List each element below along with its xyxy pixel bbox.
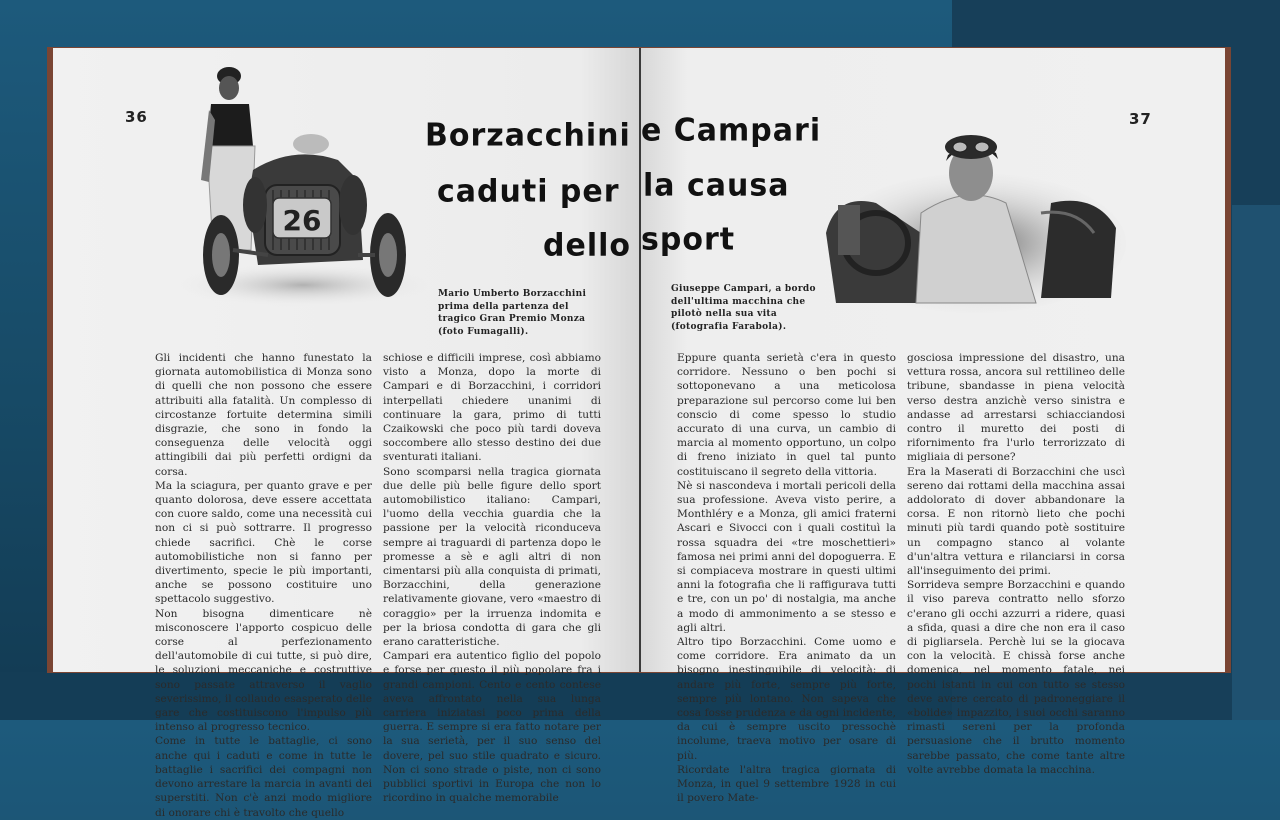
title-line3-right: sport <box>641 221 736 258</box>
car-number: 26 <box>282 204 322 237</box>
text-column-1 <box>155 351 372 819</box>
background-right-lower-panel <box>1232 205 1280 720</box>
text-column-2 <box>383 351 601 805</box>
paragraph: schiose e difficili imprese, così abbiamo visto a Monza, dopo la morte di Campari e di Borzacchini, i corridori interpellati chiedere unanimi di continuare la gara, primo di tutti Czaikowski che poco più tardi doveva soccombere allo stesso destino dei due sventurati italiani. <box>383 352 601 464</box>
paragraph: Non bisogna dimenticare nè misconoscere l'apporto cospicuo delle corse al perfezionamento dell'automobile di cui tutte, si può dire, le soluzioni meccaniche e costruttive sono passate attraverso il vaglio severissimo, il collaudo esasperato delle gare che costituiscono l'impulso più intenso al progresso tecnico. <box>155 607 372 734</box>
paragraph: Altro tipo Borzacchini. Come uomo e come corridore. Era animato da un bisogno inestinguibile di velocità: di andare più forte, sempre più forte, sempre più lontano. Non sapeva che cosa fosse prudenza e da ogni incidente, da cui è sempre uscito pressochè incolume, traeva motivo per osare di più. <box>677 636 896 762</box>
text-column-4 <box>907 351 1125 776</box>
title-line3-left: dello <box>543 227 631 264</box>
right-page <box>641 48 1225 805</box>
title-line2-left: caduti per <box>437 173 620 210</box>
paragraph: Campari era autentico figlio del popolo e forse per questo il più popolare fra i grandi campioni. Cento e cento contese aveva affrontato nella sua lunga carriera iniziatasi poco prima della guerra. E sempre si era fatto notare per la sua serietà, per il suo senso del dovere, pel suo stile quadrato e sicuro. Non ci sono strade o piste, non ci sono pubblici sportivi in Europa che non lo ricordino in qualche memorabile <box>383 650 601 805</box>
page-number-right: 37 <box>1129 110 1152 128</box>
borzacchini-race-car-photo <box>163 60 423 310</box>
paragraph: Sorrideva sempre Borzacchini e quando il viso pareva contratto nello sforzo c'erano gli occhi azzurri a ridere, quasi a sfida, quasi a dire che non era il caso di pigliarsela. Perchè lui se la giocava con la velocità. E chissà forse anche domenica, nel momento fatale, nei pochi istanti in cui con tutto se stesso deve avere cercato di padroneggiare il «bolide» impazzito, i suoi occhi saranno rimasti sereni per la profonda persuasione che il brutto momento sarebbe passato, che come tante altre volte avrebbe domata la macchina. <box>907 579 1125 776</box>
campari-driver-photo <box>826 133 1126 313</box>
paragraph: Eppure quanta serietà c'era in questo corridore. Nessuno o ben pochi si sottoponevano a una meticolosa preparazione sul percorso come lui ben conscio di come spesso lo studio accurato di una curva, un cambio di marcia al momento opportuno, un colpo di freno iniziato in quel tal punto costituiscano il segreto della vittoria. <box>677 352 896 478</box>
paragraph: Come in tutte le battaglie, ci sono anche qui i caduti e come in tutte le battaglie i sacrifici dei compagni non devono arrestare la marcia in avanti dei superstiti. Non c'è anzi modo migliore di onorare chi è travolto che quello <box>155 735 372 819</box>
caption-campari: Giuseppe Campari, a bordo dell'ultima macchina che pilotò nella sua vita (fotografia Farabola). <box>671 284 816 332</box>
paragraph: Sono scomparsi nella tragica giornata due delle più belle figure dello sport automobilistico italiano: Campari, l'uomo della vecchia guardia che la passione per la velocità riconduceva sempre ai traguardi di partenza dopo le promesse a sè e agli altri di non cimentarsi più alla conquista di primati, Borzacchini, della generazione relativamente giovane, vero «maestro di coraggio» per la irruenza indomita e per la briosa condotta di gara che gli erano caratteristiche. <box>383 465 601 649</box>
page-number-left: 36 <box>125 108 148 126</box>
left-page <box>53 48 639 819</box>
title-line1-left: Borzacchini <box>425 117 631 154</box>
title-line1-right: e Campari <box>641 112 822 149</box>
caption-borzacchini: Mario Umberto Borzacchini prima della partenza del tragico Gran Premio Monza (foto Fumagalli). <box>438 289 587 337</box>
text-column-3 <box>677 351 896 805</box>
paragraph: Gli incidenti che hanno funestato la giornata automobilistica di Monza sono di quelli che non possono che essere attribuiti alla fatalità. Un complesso di circostanze fortuite determina simili disgrazie, che sono in fondo la conseguenza delle velocità oggi attingibili dai più perfetti ordigni da corsa. <box>155 352 372 478</box>
paragraph: Era la Maserati di Borzacchini che uscì sereno dai rottami della macchina assai addolorato di dover abbandonare la corsa. E non ritornò lieto che pochi minuti più tardi quando potè sostituire un compagno stanco al volante d'un'altra vettura e rilanciarsi in corsa all'inseguimento dei primi. <box>907 465 1125 578</box>
paragraph: Nè si nascondeva i mortali pericoli della sua professione. Aveva visto perire, a Monthléry e a Monza, gli amici fraterni Ascari e Sivocci con i quali costituì la rossa squadra dei «tre moschettieri» famosa nei primi anni del dopoguerra. E si compiaceva mostrare in questi ultimi anni la fotografia che li raffigurava tutti e tre, con un po' di nostalgia, ma anche a modo di ammonimento a se stesso e agli altri. <box>677 479 896 634</box>
paragraph: gosciosa impressione del disastro, una vettura rossa, ancora sul rettilineo delle tribune, sbandasse in piena velocità verso destra anzichè verso sinistra e andasse ad arrestarsi schiacciandosi contro il muretto dei posti di rifornimento fra l'urlo terrorizzato di migliaia di persone? <box>907 352 1125 464</box>
title-line2-right: la causa <box>643 167 790 204</box>
paragraph: Ricordate l'altra tragica giornata di Monza, in quel 9 settembre 1928 in cui il povero Mate- <box>677 763 896 805</box>
paragraph: Ma la sciagura, per quanto grave e per quanto dolorosa, deve essere accettata con cuore saldo, come una necessità cui non ci si può sottrarre. Il progresso chiede sacrifici. Chè le corse automobilistiche non si fanno per divertimento, specie le più importanti, anche se possono costituire uno spettacolo suggestivo. <box>155 479 372 606</box>
